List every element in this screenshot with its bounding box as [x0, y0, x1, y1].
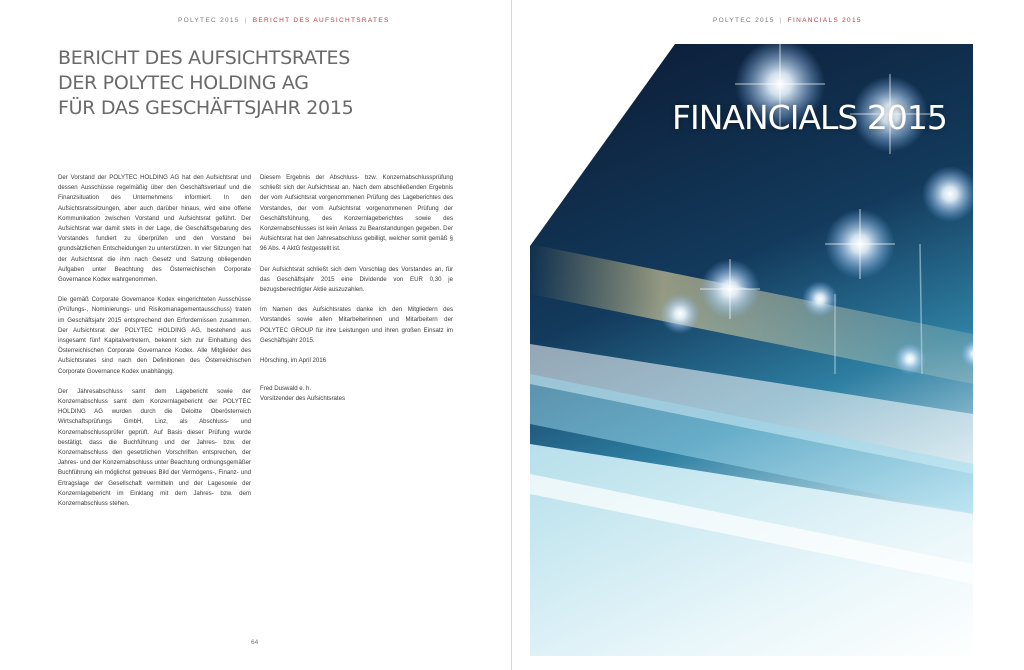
page-title — [58, 46, 388, 121]
section-title: FINANCIALS 2015 — [672, 98, 947, 137]
paragraph: Der Aufsichtsrat schließt sich dem Vorschlag des Vorstandes an, für das Geschäftsjahr 2015 eine Dividende von EUR 0,30 je bezugsberechtigter Aktie auszuzahlen. — [260, 265, 453, 294]
running-head-section: FINANCIALS 2015 — [787, 17, 862, 24]
signature-role: Vorsitzender des Aufsichtsrates — [260, 395, 346, 403]
text-column-1 — [58, 173, 251, 519]
page-number: 64 — [251, 639, 259, 646]
paragraph: Diesem Ergebnis der Abschluss- bzw. Konzernabschlussprüfung schließt sich der Aufsichtsrat an. Nach dem abschließenden Ergebnis der vom Aufsichtsrat vorgenommenen Prüfung des Lageberichtes des Vorstandes, der vom Aufsichtsrat vorgenommenen Prüfung der Geschäftsführung, des Konzernlageberichtes sowie des Konzernabschlusses ist kein Anlass zu Beanstandungen gegeben. Der Aufsichtsrat hat den Jahresabschluss gebilligt, welcher somit gemäß § 96 Abs. 4 AktG festgestellt ist. — [260, 174, 453, 253]
paragraph: Der Vorstand der POLYTEC HOLDING AG hat den Aufsichtsrat und dessen Ausschüsse regelmäßig über den Geschäftsverlauf und die Finanzsituation des Unternehmens informiert. In den Aufsichtsratssitzungen, aber auch darüber hinaus, wird eine offene Kommunikation zwischen Vorstand und Aufsichtsrat geführt. Der Aufsichtsrat war damit stets in der Lage, die Geschäftsgebarung des Vorstandes fundiert zu überprüfen und den Vorstand bei grundsätzlichen Entscheidungen zu unterstützen. In vier Sitzungen hat der Aufsichtsrat die ihm nach Gesetz und Satzung obliegenden Aufgaben unter Beachtung des Österreichischen Corporate Governance Kodex wahrgenommen. — [58, 174, 251, 284]
paragraph: Im Namen des Aufsichtsrates danke ich den Mitgliedern des Vorstandes sowie allen Mitarbeiterinnen und Mitarbeitern der POLYTEC GROUP für ihre Leistungen und ihren großen Einsatz im Geschäftsjahr 2015. — [260, 306, 453, 344]
title-line: FÜR DAS GESCHÄFTSJAHR 2015 — [58, 97, 354, 119]
signature — [260, 384, 453, 404]
running-head-brand: POLYTEC 2015 — [178, 17, 240, 24]
running-head-separator: | — [244, 17, 248, 24]
running-head-section: BERICHT DES AUFSICHTSRATES — [252, 17, 390, 24]
paragraph: Der Jahresabschluss samt dem Lagebericht sowie der Konzernabschluss samt dem Konzernlagebericht der POLYTEC HOLDING AG wurden durch die Deloitte Oberösterreich Wirtschaftsprüfungs GmbH, Linz, als Abschluss- und Konzernabschlussprüfer geprüft. Auf Basis dieser Prüfung wurde bestätigt, dass die Buchführung und der Jahres- bzw. der Konzernabschluss den gesetzlichen Vorschriften entsprechen, der Jahres- und der Konzernabschluss unter Beachtung ordnungsgemäßer Buchführung ein möglichst getreues Bild der Vermögens-, Finanz- und Ertragslage der Gesellschaft vermitteln und der Lagesowie der Konzernlagebericht im Einklang mit dem Jahres- bzw. dem Konzernabschluss stehen. — [58, 387, 251, 508]
date-place: Hörsching, im April 2016 — [260, 357, 327, 365]
paragraph: Die gemäß Corporate Governance Kodex eingerichteten Ausschüsse (Prüfungs-, Nominierungs- und Risikomanagementausschuss) traten im Geschäftsjahr 2015 entsprechend den Erfordernissen zusammen. Der Aufsichtsrat der POLYTEC HOLDING AG, bestehend aus insgesamt fünf Kapitalvertretern, bekennt sich zur Einhaltung des Österreichischen Corporate Governance Kodex. Alle Mitglieder des Aufsichtsrates sind nach den Definitionen des Österreichischen Corporate Governance Kodex unabhängig. — [58, 296, 251, 375]
running-head-separator: | — [779, 17, 783, 24]
signature-name: Fred Duswald e. h. — [260, 385, 312, 393]
title-line: DER POLYTEC HOLDING AG — [58, 72, 309, 94]
running-head-brand: POLYTEC 2015 — [713, 17, 775, 24]
text-column-2 — [260, 173, 453, 415]
title-line: BERICHT DES AUFSICHTSRATES — [58, 47, 350, 69]
running-head — [713, 17, 862, 24]
running-head — [178, 17, 390, 24]
